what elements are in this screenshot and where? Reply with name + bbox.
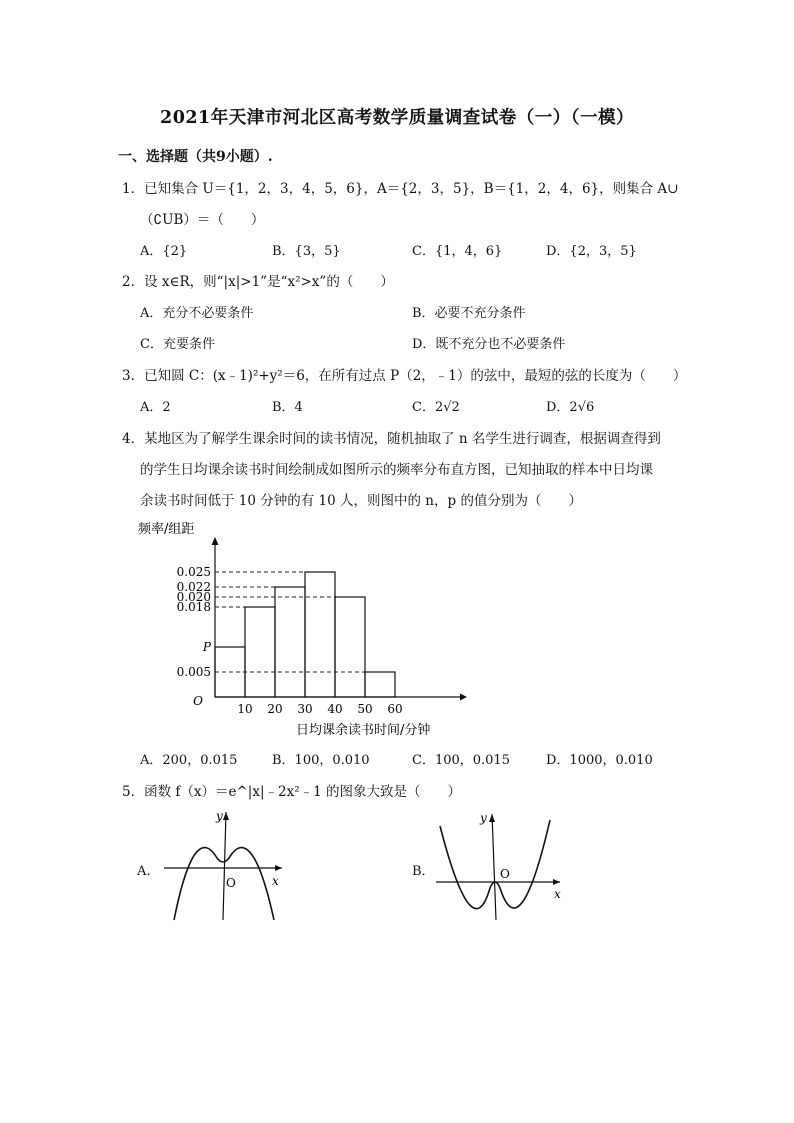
- x-axis-title: 日均课余读书时间/分钟: [296, 723, 431, 738]
- y-axis-arrow: [212, 537, 219, 545]
- bar-30-40: [305, 572, 335, 697]
- q5-graph-b: [432, 810, 567, 922]
- q4-option-d: D．1000，0.010: [546, 753, 653, 768]
- q2-option-b: B．必要不充分条件: [412, 306, 526, 321]
- x-tick-label-60: 60: [387, 702, 403, 716]
- x-tick-label-40: 40: [327, 702, 343, 716]
- bar-10-20: [245, 607, 275, 697]
- q4-stem-line2: 的学生日均课余读书时间绘制成如图所示的频率分布直方图，已知抽取的样本中日均课: [140, 462, 653, 478]
- x-tick-label-30: 30: [297, 702, 313, 716]
- x-axis-arrow: [460, 694, 467, 701]
- q1-stem-line1: 1．已知集合 U＝{1，2，3，4，5，6}，A＝{2，3，5}，B＝{1，2，4，6}，则集合 A∪: [122, 181, 679, 197]
- q5-option-a-label: A．: [137, 864, 160, 879]
- q3-stem: 3．已知圆 C：(x﹣1)²+y²＝6，在所有过点 P（2，﹣1）的弦中，最短的弦的长度为（ ）: [122, 368, 687, 384]
- x-tick-label-50: 50: [357, 702, 373, 716]
- q4-option-c: C．100，0.015: [412, 753, 510, 768]
- graph-b-x-label: x: [554, 887, 561, 901]
- q5-option-b-label: B．: [412, 864, 435, 879]
- x-tick-label-20: 20: [267, 702, 283, 716]
- page-title: 2021年天津市河北区高考数学质量调查试卷（一）（一模）: [160, 108, 634, 128]
- graph-a-origin: O: [226, 876, 236, 890]
- q4-stem-line3: 余读书时间低于 10 分钟的有 10 人，则图中的 n，p 的值分别为（ ）: [140, 493, 582, 509]
- section-heading: 一、选择题（共9小题）.: [118, 149, 273, 165]
- q5-stem: 5．函数 f（x）＝e^|x|﹣2x²﹣1 的图象大致是（ ）: [122, 784, 461, 800]
- q3-option-d: D．2√6: [546, 400, 595, 415]
- y-tick-label-0.020: 0.020: [176, 590, 211, 604]
- q2-option-a: A．充分不必要条件: [140, 306, 254, 321]
- y-tick-label-0.005: 0.005: [176, 665, 211, 679]
- q1-option-d: D．{2，3，5}: [546, 244, 637, 259]
- q1-stem-line2: （∁UB）＝（ ）: [140, 212, 265, 228]
- y-axis-title: 频率/组距: [138, 522, 195, 537]
- q4-option-b: B．100，0.010: [272, 753, 370, 768]
- q3-option-a: A．2: [140, 400, 171, 415]
- y-tick-label-p: P: [202, 640, 211, 654]
- q5-graph-a: [160, 810, 290, 922]
- q2-option-d: D．既不充分也不必要条件: [412, 337, 566, 352]
- graph-b-origin: O: [500, 867, 510, 881]
- y-tick-label-0.018: 0.018: [176, 600, 211, 614]
- q1-option-b: B．{3，5}: [272, 244, 341, 259]
- graph-a-y-label: y: [216, 810, 223, 823]
- q2-option-c: C．充要条件: [140, 337, 215, 352]
- q1-option-c: C．{1，4，6}: [412, 244, 503, 259]
- bar-50-60: [365, 672, 395, 697]
- bar-40-50: [335, 597, 365, 697]
- origin-label: O: [193, 694, 203, 708]
- q4-stem-line1: 4．某地区为了解学生课余时间的读书情况，随机抽取了 n 名学生进行调查，根据调查得到: [122, 431, 661, 447]
- x-tick-label-10: 10: [237, 702, 253, 716]
- graph-a-x-label: x: [272, 874, 279, 888]
- q3-option-c: C．2√2: [412, 400, 460, 415]
- bar-20-30: [275, 587, 305, 697]
- q4-option-a: A．200，0.015: [140, 753, 238, 768]
- q2-stem: 2．设 x∈R，则“|x|>1”是“x²>x”的（ ）: [122, 274, 394, 290]
- q1-option-a: A．{2}: [140, 244, 188, 259]
- q3-option-b: B．4: [272, 400, 303, 415]
- graph-b-y-label: y: [480, 811, 487, 825]
- y-tick-label-0.025: 0.025: [176, 565, 211, 579]
- y-tick-label-0.022: 0.022: [176, 580, 211, 594]
- frequency-histogram: [130, 515, 490, 740]
